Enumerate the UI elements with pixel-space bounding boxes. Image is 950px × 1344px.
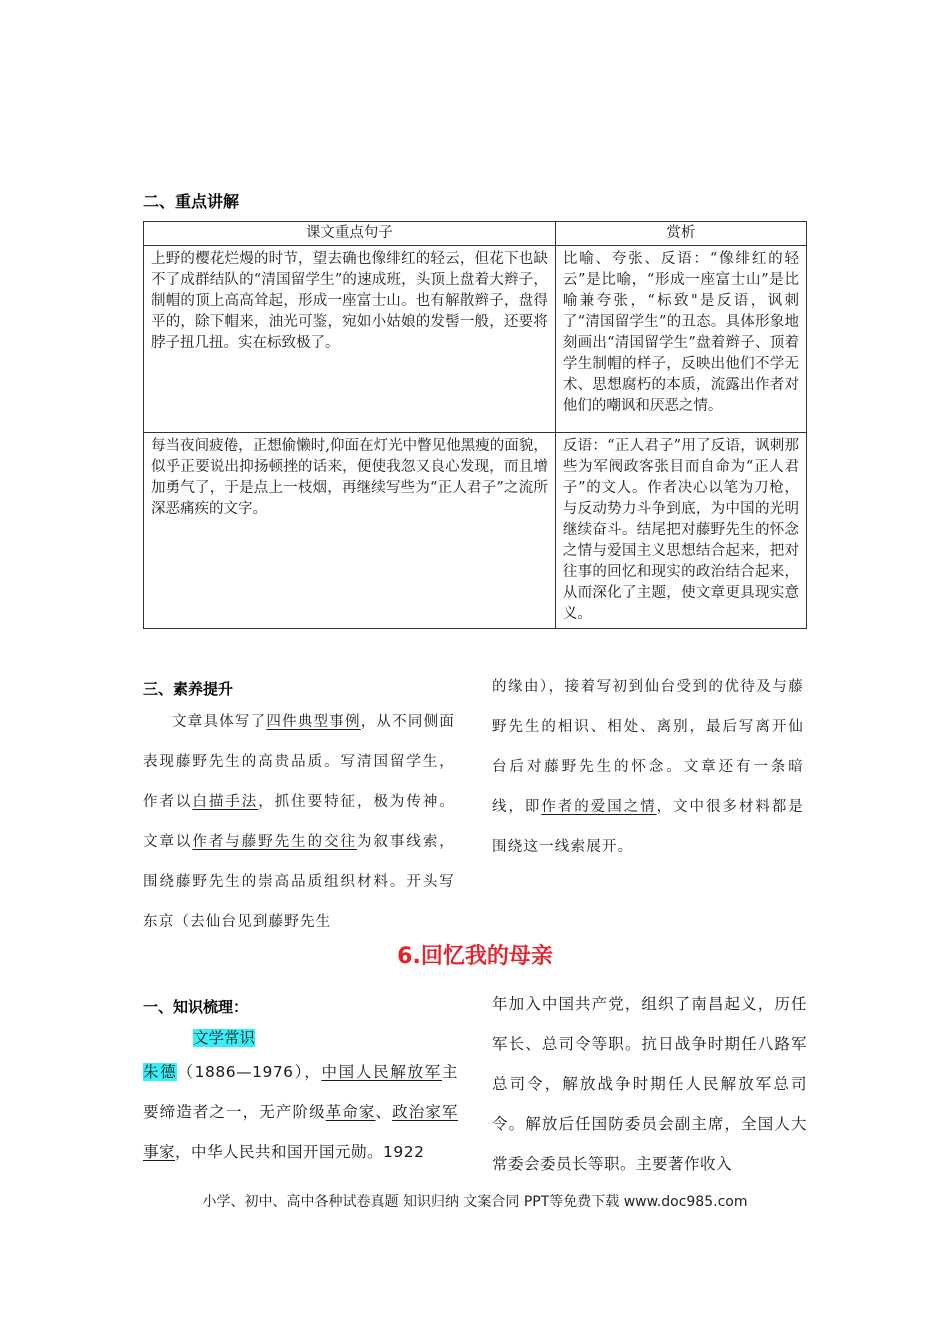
highlighted-label: 文学常识 — [193, 1029, 256, 1047]
paragraph — [143, 702, 455, 942]
lesson-title: 6.回忆我的母亲 — [397, 944, 553, 969]
text-run: 文章具体写了 — [172, 714, 267, 730]
table-row — [144, 433, 807, 629]
text-run: ，从不同侧面表现藤野先生的高贵品质。写清国留学生，作者以 — [143, 714, 456, 810]
paragraph — [492, 667, 804, 867]
underlined-key-phrase: 作者与藤野先生的交往 — [192, 834, 357, 850]
text-run: 年加入中国共产党，组织了南昌起义，历任军长、总司令等职。抗日战争时期任八路军总司令，解放战争时期任人民解放军总司令。解放后任国防委员会副主席，全国人大常委会委员长等职。主要著作收入 — [492, 995, 807, 1173]
table-cell-analysis: 比喻、夸张、反语：“像绯红的轻云”是比喻，“形成一座富士山”是比喻兼夸张，“标致"是反语，讽刺了“清国留学生”的丑态。具体形象地刻画出“清国留学生”盘着辫子、顶着学生制帽的样子，反映出他们不学无术、思想腐朽的本质，流露出作者对他们的嘲讽和厌恶之情。 — [555, 246, 806, 433]
table-header: 赏析 — [555, 222, 806, 246]
analysis-table — [143, 221, 807, 629]
text-column-left — [143, 1052, 458, 1172]
table-header-row — [144, 222, 807, 246]
table-cell-analysis: 反语：“正人君子”用了反语，讽刺那些为军阀政客张目而自命为“正人君子”的文人。作者决心以笔为刀枪，与反动势力斗争到底，为中国的光明继续奋斗。结尾把对藤野先生的怀念之情与爱国主义思想结合起来，把对往事的回忆和现实的政治结合起来，从而深化了主题，使文章更具现实意义。 — [555, 433, 806, 629]
underlined-key-phrase: 革命家 — [325, 1103, 376, 1121]
table-row — [144, 246, 807, 433]
table-cell-sentence: 每当夜间疲倦，正想偷懒时,仰面在灯光中瞥见他黑瘦的面貌，似乎正要说出抑扬顿挫的话来，便使我忽又良心发现，而且增加勇气了，于是点上一枝烟，再继续写些为“正人君子”之流所深恶痛疾的文字。 — [144, 433, 556, 629]
underlined-key-phrase: 中国人民解放军 — [321, 1063, 442, 1081]
footer-text: 小学、初中、高中各种试卷真题 知识归纳 文案合同 PPT等免费下载 www.doc985.com — [202, 1194, 748, 1210]
section-heading: 一、知识梳理： — [143, 998, 249, 1016]
highlighted-name: 朱德 — [143, 1063, 178, 1081]
text-run: ，抓住要特征，极为传神。文章以 — [143, 794, 455, 850]
section-heading: 三、素养提升 — [143, 680, 234, 698]
subheading — [193, 1026, 255, 1048]
underlined-key-phrase: 四件典型事例 — [266, 714, 361, 730]
text-run: 主要缔造者之一，无产阶级 — [143, 1063, 458, 1121]
text-run: ，文中很多材料都是围绕这一线索展开。 — [492, 799, 804, 855]
text-column-right — [492, 667, 804, 867]
underlined-key-phrase: 作者的爱国之情 — [541, 799, 657, 815]
text-run: 、 — [375, 1103, 393, 1121]
text-run: （1886—1976）， — [177, 1063, 322, 1081]
table-header: 课文重点句子 — [144, 222, 556, 246]
text-column-left — [143, 702, 455, 942]
section-heading: 二、重点讲解 — [143, 192, 240, 211]
underlined-key-phrase: 政治家军事家 — [143, 1103, 458, 1161]
underlined-key-phrase: 白描手法 — [192, 794, 259, 810]
text-run: 为叙事线索，围绕藤野先生的崇高品质组织材料。开头写东京（去仙台见到藤野先生 — [143, 834, 456, 930]
table-cell-sentence: 上野的樱花烂熳的时节，望去确也像绯红的轻云，但花下也缺不了成群结队的“清国留学生”的速成班，头顶上盘着大辫子，制帽的顶上高高耸起，形成一座富士山。也有解散辫子，盘得平的，除下帽来，油光可鉴，宛如小姑娘的发髻一般，还要将脖子扭几扭。实在标致极了。 — [144, 246, 556, 433]
text-run: 的缘由），接着写初到仙台受到的优待及与藤野先生的相识、相处、离别，最后写离开仙台后对藤野先生的怀念。文章还有一条暗线，即 — [492, 679, 804, 815]
text-run: ，中华人民共和国开国元勋。1922 — [175, 1143, 425, 1161]
text-column-right — [492, 984, 807, 1184]
